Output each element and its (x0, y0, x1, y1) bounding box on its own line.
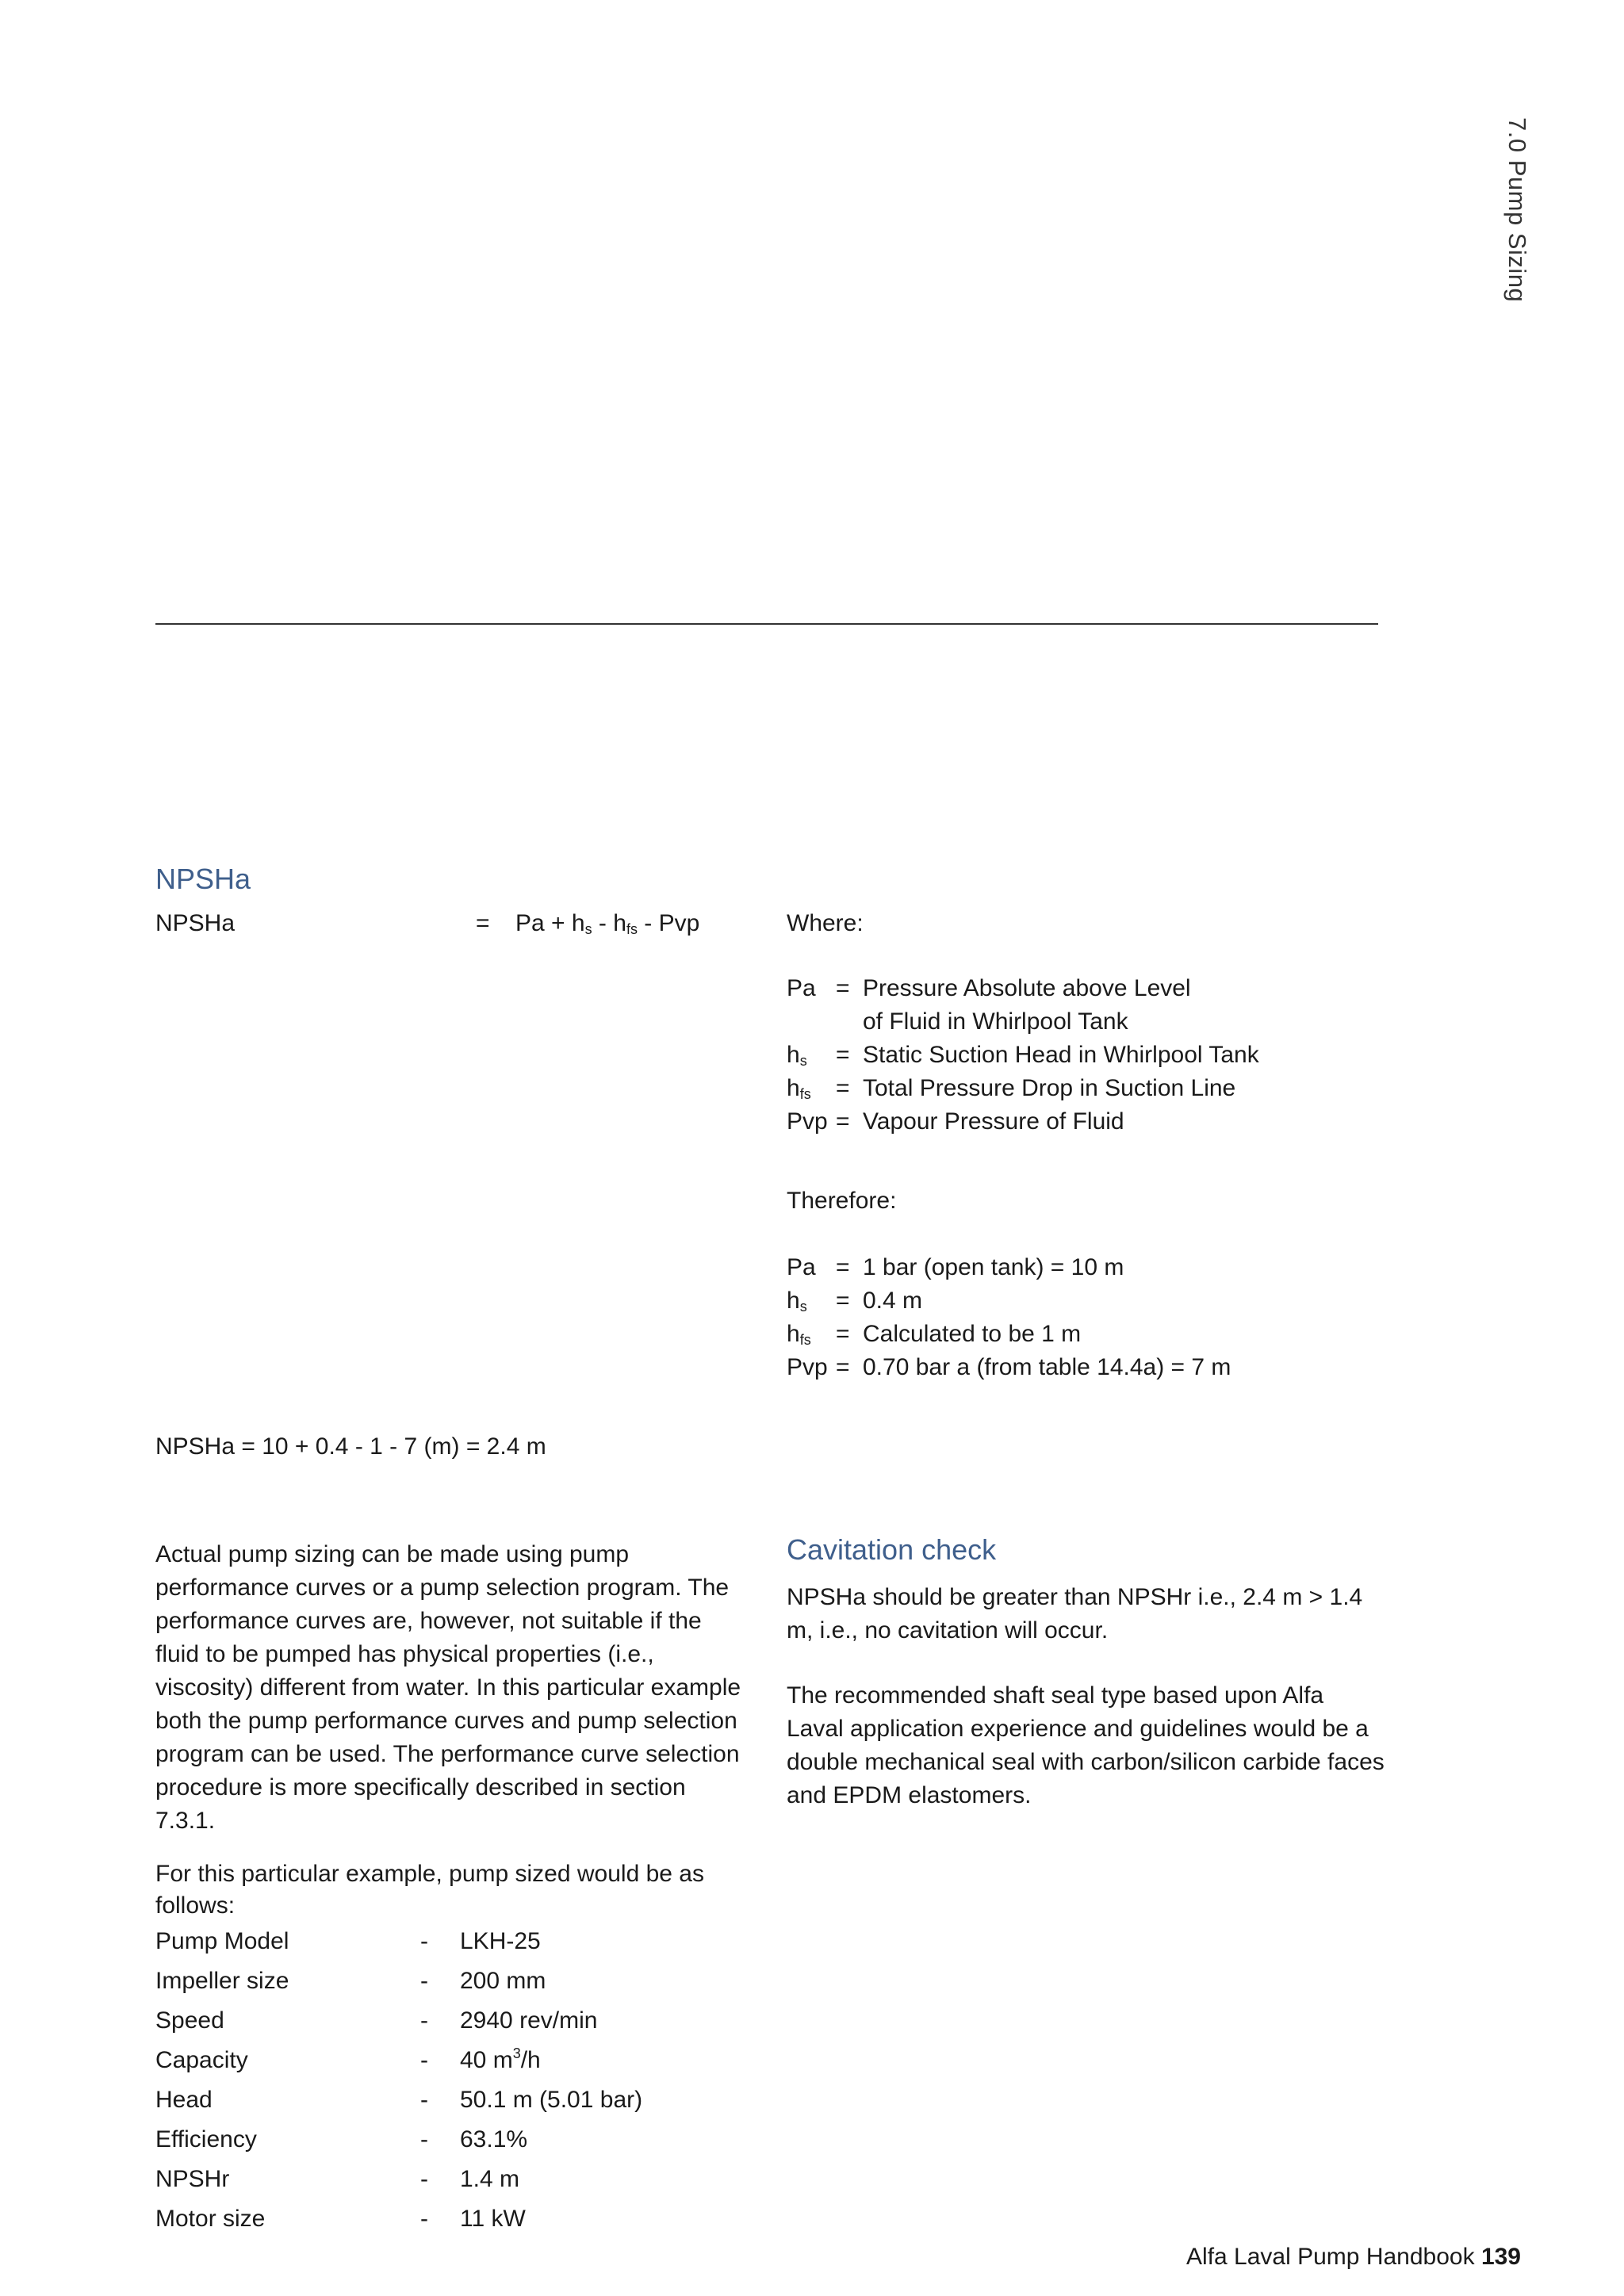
cavitation-heading: Cavitation check (787, 1533, 997, 1566)
page-number: 139 (1480, 2244, 1521, 2270)
example-intro: For this particular example, pump sized would be as follows: (155, 1861, 704, 1919)
sizing-paragraph: Actual pump sizing can be made using pump performance curves or a pump selection program. The performance curves are, however, not suitable if the fluid to be pumped has physical properties (i.e., viscosity) different from water. In this particular example both the pump performance curves and pump selection program can be used. The performance curve selection procedure is more specifically described in section 7.3.1. (155, 1541, 741, 1834)
npsha-formula: $Pa + h_s - h_{fs}$ - Pvp (515, 910, 700, 937)
seal-recommendation-paragraph: The recommended shaft seal type based upon Alfa Laval application experience and guidelines would be a double mechanical seal with carbon/silicon carbide faces and EPDM elastomers. (787, 1682, 1385, 1808)
cavitation-paragraph: NPSHa should be greater than NPSHr i.e., 2.4 m > 1.4 m, i.e., no cavitation will occur. (787, 1584, 1363, 1644)
npsha-equals: = (476, 910, 490, 936)
where-label: Where: (787, 910, 864, 936)
npsha-label: NPSHa (155, 910, 236, 936)
page-footer: Alfa Laval Pump Handbook 139 (1186, 2244, 1521, 2270)
npsha-result: NPSHa = 10 + 0.4 - 1 - 7 (m) = 2.4 m (155, 1433, 546, 1460)
therefore-label: Therefore: (787, 1188, 897, 1214)
horizontal-divider (155, 623, 1378, 625)
npsha-heading: NPSHa (155, 863, 251, 895)
section-side-label: 7.0 Pump Sizing (1503, 117, 1531, 303)
